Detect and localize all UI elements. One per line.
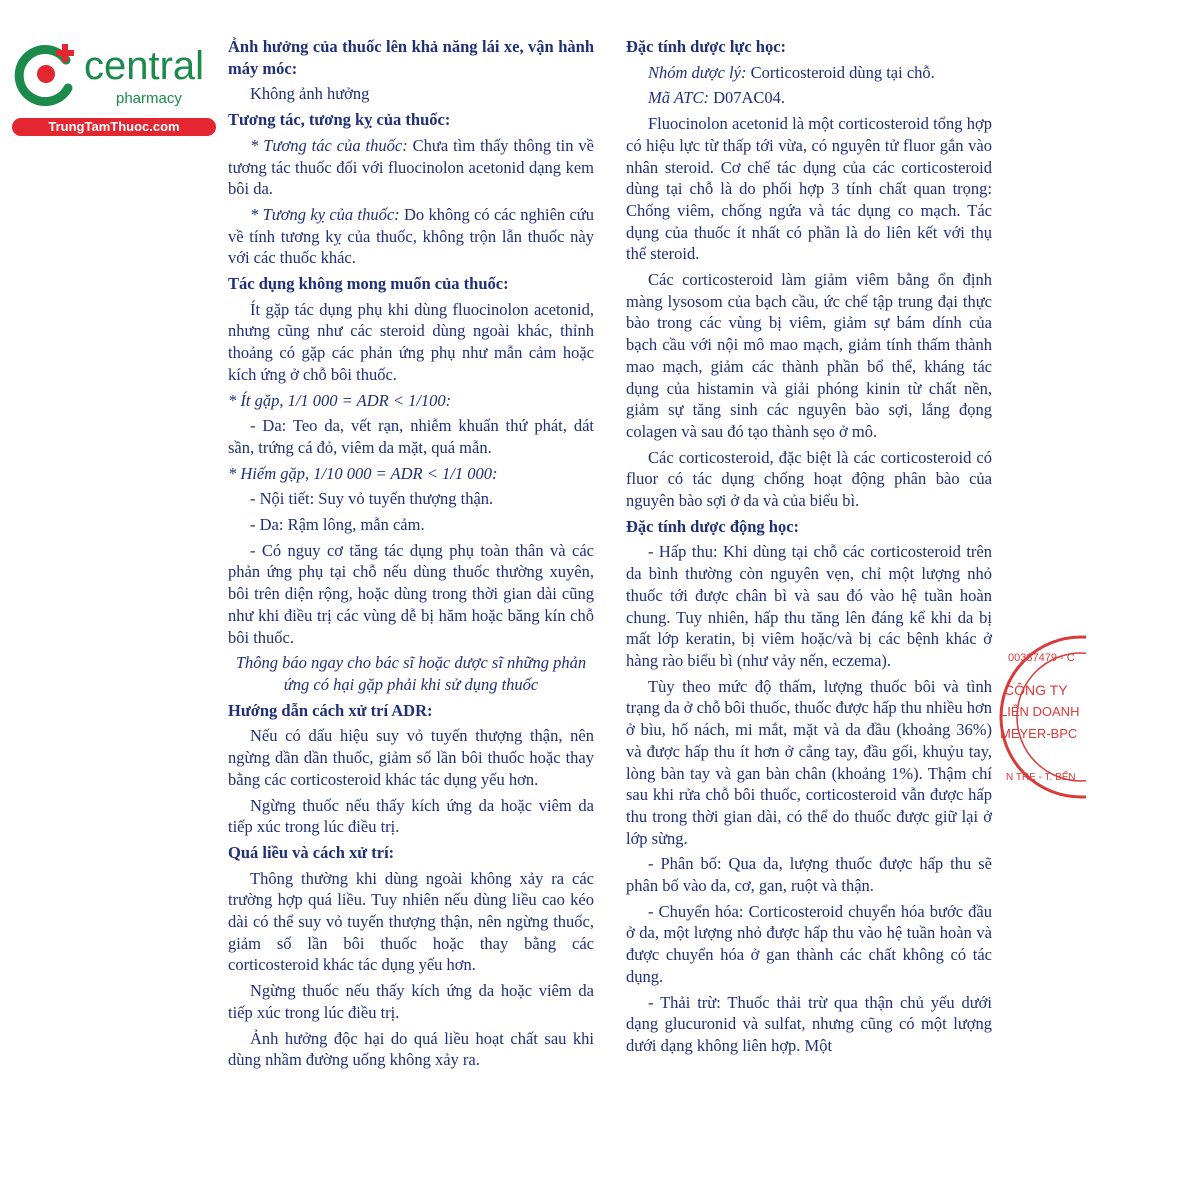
heading-interactions: Tương tác, tương kỵ của thuốc: xyxy=(228,110,451,130)
lead-atc: Mã ATC: xyxy=(648,88,709,108)
text-interactions: Chưa tìm thấy thông tin về tương tác thuốc đối với fluocinolon acetonid dạng kem bôi da. xyxy=(228,135,594,199)
right-column xyxy=(626,36,992,1061)
stamp-line2: LIÊN DOANH xyxy=(1000,704,1080,719)
logo-wordmark: central xyxy=(84,44,205,88)
company-stamp xyxy=(996,632,1086,802)
para-overdose-1: Thông thường khi dùng ngoài không xảy ra các trường hợp quá liều. Tuy nhiên nếu dùng liều cao kéo dài có thể suy vỏ tuyến thượng thận, nên ngừng thuốc, giảm số lần bôi thuốc hoặc thay bằng các corticosteroid khác tác dụng yếu hơn. xyxy=(228,868,594,975)
para-metabolism: - Chuyển hóa: Corticosteroid chuyển hóa bước đầu ở da, một lượng nhỏ được hấp thu vào hệ tuần hoàn và được chuyển hóa ở gan thành các chất không có tác dụng. xyxy=(626,901,992,986)
freq-uncommon: * Ít gặp, 1/1 000 = ADR < 1/100: xyxy=(228,390,452,410)
stamp-number: 00337479 - C xyxy=(1008,652,1075,664)
para-skin-uncommon: - Da: Teo da, vết rạn, nhiễm khuẩn thứ phát, dát sần, trứng cá đỏ, viêm da mặt, quá mẫn. xyxy=(228,416,594,457)
para-elimination: - Thải trừ: Thuốc thải trừ qua thận chủ yếu dưới dạng glucuronid và sulfat, nhưng cũng có một lượng dưới dạng không liên hợp. Một xyxy=(626,992,992,1055)
lead-drug-group: Nhóm dược lý: xyxy=(648,62,747,82)
logo-website-bar: TrungTamThuoc.com xyxy=(12,118,216,136)
freq-rare: * Hiếm gặp, 1/10 000 = ADR < 1/1 000: xyxy=(228,463,498,483)
para-mechanism: Fluocinolon acetonid là một corticosteroid tổng hợp có hiệu lực từ thấp tới vừa, có nguyên tử fluor gắn vào nhân steroid. Cơ chế tác dụng của các corticosteroid dùng tại chỗ là do phối hợp 3 tính chất quan trọng: Chống viêm, chống ngứa và tác dụng co mạch. Tác dụng của thuốc ít nhất có phần là do liên kết với thụ thể steroid. xyxy=(626,114,992,264)
para-skin-rare: - Da: Rậm lông, mẫn cảm. xyxy=(250,515,425,535)
para-anti-inflammatory: Các corticosteroid làm giảm viêm bằng ổn định màng lysosom của bạch cầu, ức chế tập trung đại thực bào trong các vùng bị viêm, giảm sự bám dính của bạch cầu với nội mô mao mạch, giảm tính thấm thành mao mạch, giảm các thành phần bổ thể, kháng tác dụng của histamin và giải phóng kinin từ chất nền, giảm sự tăng sinh các nguyên bào sợi, lắng đọng colagen và sau đó tạo thành sẹo ở mô. xyxy=(626,270,992,441)
para-fluor: Các corticosteroid, đặc biệt là các corticosteroid có fluor có tác dụng chống hoạt động phân bào của nguyên bào sợi ở da và của biểu bì. xyxy=(626,447,992,511)
heading-driving: Ảnh hưởng của thuốc lên khả năng lái xe, vận hành máy móc: xyxy=(228,37,594,78)
para-side-effects: Ít gặp tác dụng phụ khi dùng fluocinolon acetonid, nhưng cũng như các steroid dùng ngoài khác, thỉnh thoảng có gặp các phản ứng phụ như mẫn cảm hoặc kích ứng ở chỗ bôi thuốc. xyxy=(228,299,594,384)
para-systemic-risk: - Có nguy cơ tăng tác dụng phụ toàn thân và các phản ứng phụ tại chỗ nếu dùng thuốc thường xuyên, bôi trên diện rộng, hoặc dùng trong thời gian dài cũng như khi điều trị các vùng dễ bị hăm hoặc băng kín chỗ bôi thuốc. xyxy=(228,540,594,647)
text-drug-group: Corticosteroid dùng tại chỗ. xyxy=(746,62,935,82)
para-adr-1: Nếu có dấu hiệu suy vỏ tuyến thượng thận, nên ngừng dần dần thuốc, giảm số lần bôi thuốc hoặc thay bằng các corticosteroid khác tác dụng yếu hơn. xyxy=(228,726,594,789)
central-logo-icon xyxy=(10,38,82,110)
heading-side-effects: Tác dụng không mong muốn của thuốc: xyxy=(228,274,509,294)
text-incompatibility: Do không có các nghiên cứu về tính tương kỵ của thuốc, không trộn lẫn thuốc này với các thuốc khác. xyxy=(228,204,594,268)
notice-report: Thông báo ngay cho bác sĩ hoặc dược sĩ những phản ứng có hại gặp phải khi sử dụng thuốc xyxy=(235,653,587,694)
text-atc: D07AC04. xyxy=(708,88,786,108)
para-absorption-2: Tùy theo mức độ thấm, lượng thuốc bôi và tình trạng da ở chỗ bôi thuốc, thuốc được hấp thu nhiều hơn ở bìu, hố nách, mi mắt, mặt và da đầu (khoảng 36%) và được hấp thu ít hơn ở cẳng tay, đầu gối, khuỷu tay, lòng bàn tay và gan bàn chân (khoảng 1%). Thậm chí sau khi rửa chỗ bôi thuốc, corticosteroid vẫn được hấp thu trong thời gian dài, có thể do thuốc được giữ lại ở lớp sừng. xyxy=(626,676,992,848)
para-endocrine: - Nội tiết: Suy vỏ tuyến thượng thận. xyxy=(250,489,494,509)
para-atc xyxy=(626,87,992,109)
para-drug-group xyxy=(626,62,992,84)
stamp-line1: CÔNG TY xyxy=(1004,682,1068,698)
stamp-line3: MEYER-BPC xyxy=(1000,726,1078,741)
logo-subtitle: pharmacy xyxy=(116,90,182,107)
para-distribution: - Phân bố: Qua da, lượng thuốc được hấp thu sẽ phân bố vào da, cơ, gan, ruột và thận. xyxy=(626,854,992,896)
heading-pharmacodynamics: Đặc tính dược lực học: xyxy=(626,37,787,56)
heading-adr: Hướng dẫn cách xử trí ADR: xyxy=(228,700,433,720)
lead-interactions: * Tương tác của thuốc: xyxy=(250,135,408,155)
para-incompatibility xyxy=(228,204,594,269)
pharmacy-logo xyxy=(6,34,218,138)
left-column xyxy=(228,36,594,1075)
heading-pharmacokinetics: Đặc tính dược động học: xyxy=(626,516,800,536)
para-interactions xyxy=(228,135,594,200)
para-adr-2: Ngừng thuốc nếu thấy kích ứng da hoặc viêm da tiếp xúc trong lúc điều trị. xyxy=(228,795,594,837)
stamp-line4: N TRE - T. BẾN xyxy=(1006,772,1076,783)
para-overdose-2: Ngừng thuốc nếu thấy kích ứng da hoặc viêm da tiếp xúc trong lúc điều trị. xyxy=(228,981,594,1022)
heading-overdose: Quá liều và cách xử trí: xyxy=(228,842,395,862)
para-overdose-3: Ảnh hưởng độc hại do quá liều hoạt chất sau khi dùng nhầm đường uống không xảy ra. xyxy=(228,1028,594,1070)
lead-incompatibility: * Tương kỵ của thuốc: xyxy=(250,204,400,224)
para-driving: Không ảnh hưởng xyxy=(250,84,370,104)
para-absorption: - Hấp thu: Khi dùng tại chỗ các corticosteroid trên da bình thường còn nguyên vẹn, chỉ một lượng nhỏ thuốc tới được chân bì và sau đó vào hệ tuần hoàn chung. Tuy nhiên, hấp thu tăng lên đáng kể khi da bị mất lớp keratin, bị viêm hoặc/và bị các bệnh khác ở hàng rào biểu bì (như vảy nến, eczema). xyxy=(626,542,992,670)
